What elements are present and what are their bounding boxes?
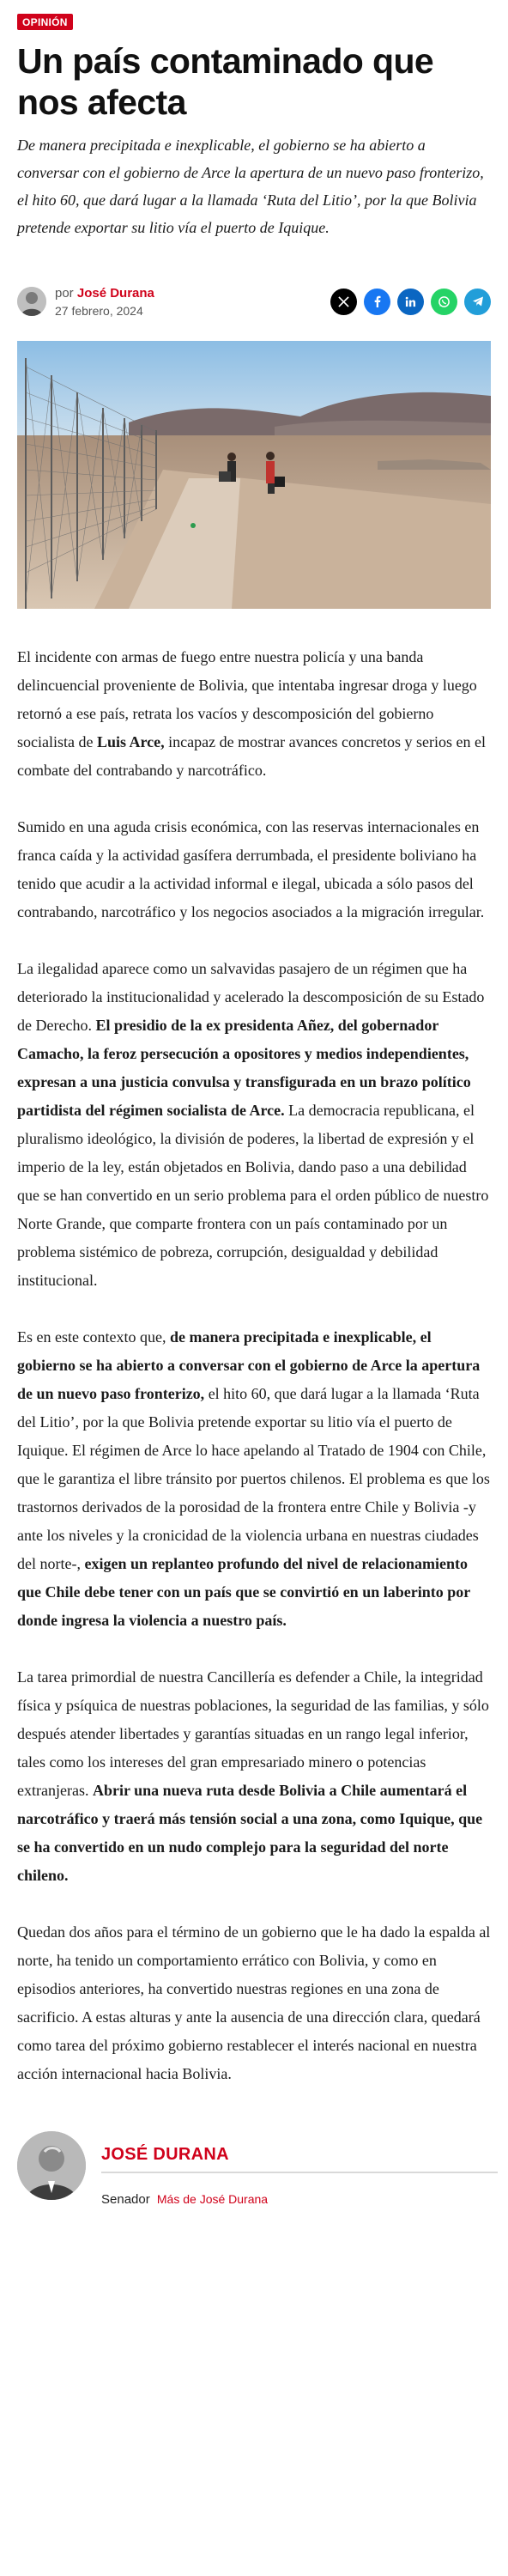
paragraph-run: La democracia republicana, el pluralismo ideológico, la división de poderes, la libertad de expresión y el imperio de la ley, están objetados en Bolivia, dando paso a una debilidad que se han convertido en un serio problema para el orden público de nuestro Norte Grande, que comparte frontera con un país contaminado por un problema sistémico de pobreza, corrupción, desigualdad y debilidad institucional. bbox=[17, 1102, 489, 1289]
whatsapp-share-button[interactable] bbox=[431, 289, 457, 315]
whatsapp-icon bbox=[438, 295, 451, 308]
linkedin-icon bbox=[405, 296, 416, 307]
author-role: Senador bbox=[101, 2192, 150, 2207]
share-buttons bbox=[330, 289, 491, 315]
article-paragraph bbox=[17, 955, 491, 1295]
linkedin-share-button[interactable] bbox=[397, 289, 424, 315]
byline-author-link[interactable]: José Durana bbox=[76, 285, 154, 301]
hero-image bbox=[17, 341, 491, 609]
article-paragraph bbox=[17, 1323, 491, 1635]
x-share-button[interactable] bbox=[330, 289, 357, 315]
paragraph-bold-run: de manera precipitada e inexplicable, el gobierno se ha abierto a conversar con el gobierno de Arce la apertura de un nuevo paso fronterizo, bbox=[17, 1328, 481, 1402]
paragraph-run: incapaz de mostrar avances concretos y serios en el combate del contrabando y narcotráfico. bbox=[17, 733, 486, 779]
telegram-icon bbox=[472, 295, 484, 307]
x-icon bbox=[338, 296, 349, 307]
section-tag[interactable]: OPINIÓN bbox=[17, 14, 73, 30]
article-paragraph bbox=[17, 1918, 491, 2088]
author-avatar-small[interactable] bbox=[17, 287, 46, 316]
telegram-share-button[interactable] bbox=[464, 289, 491, 315]
author-info bbox=[101, 2131, 498, 2207]
article-body bbox=[17, 643, 491, 2088]
paragraph-bold-run: exigen un replanteo profundo del nivel de relacionamiento que Chile debe tener con un país que se convirtió en un laberinto por donde ingresa la violencia a nuestro país. bbox=[17, 1555, 470, 1629]
author-box bbox=[17, 2131, 491, 2207]
paragraph-run: La tarea primordial de nuestra Cancillería es defender a Chile, la integridad física y psíquica de nuestras poblaciones, la seguridad de las familias, y sólo después atender libertades y garantías situadas en un rango legal inferior, tales como los intereses del gran empresariado minero o potencias extranjeras. bbox=[17, 1668, 489, 1799]
author-name[interactable]: JOSÉ DURANA bbox=[101, 2145, 229, 2164]
byline-text bbox=[55, 286, 154, 318]
article-paragraph bbox=[17, 1663, 491, 1890]
paragraph-run: el hito 60, que dará lugar a la llamada ‘Ruta del Litio’, por la que Bolivia pretende exportar su litio vía el puerto de Iquique. El régimen de Arce lo hace apelando al Tratado de 1904 con Chile, que le garantiza el libre tránsito por puertos chilenos. El problema es que los trastornos derivados de la porosidad de la frontera entre Chile y Bolivia -y ante los niveles y la cronicidad de la violencia urbana en nuestras ciudades del norte-, bbox=[17, 1385, 490, 1572]
paragraph-bold-run: Luis Arce, bbox=[96, 733, 165, 750]
publish-date: 27 febrero, 2024 bbox=[55, 303, 143, 318]
paragraph-run: Quedan dos años para el término de un gobierno que le ha dado la espalda al norte, ha tenido un comportamiento errático con Bolivia, y como en episodios anteriores, ha convertido nuestras regiones en una zona de sacrificio. A estas alturas y ante la ausencia de una dirección clara, quedará como tarea del próximo gobierno restablecer el interés nacional en nuestra acción internacional hacia Bolivia. bbox=[17, 1923, 491, 2082]
more-from-author-link[interactable]: Más de José Durana bbox=[156, 2192, 269, 2206]
author-avatar[interactable] bbox=[17, 2131, 86, 2200]
author-divider bbox=[101, 2172, 498, 2173]
paragraph-run: La ilegalidad aparece como un salvavidas pasajero de un régimen que ha deteriorado la institucionalidad y acelerado la descomposición de su Estado de Derecho. bbox=[17, 960, 485, 1034]
byline bbox=[17, 279, 491, 324]
paragraph-bold-run: El presidio de la ex presidenta Añez, del gobernador Camacho, la feroz persecución a opositores y medios independientes, expresan a una justicia convulsa y transfigurada en un brazo político partidista del régimen socialista de Arce. bbox=[17, 1017, 471, 1119]
article-paragraph bbox=[17, 643, 491, 785]
paragraph-run: Es en este contexto que, bbox=[17, 1328, 170, 1346]
headline: Un país contaminado que nos afecta bbox=[17, 41, 434, 122]
facebook-icon bbox=[372, 295, 384, 307]
paragraph-bold-run: Abrir una nueva ruta desde Bolivia a Chile aumentará el narcotráfico y traerá más tensión social a una zona, como Iquique, que se ha convertido en un nudo complejo para la seguridad del norte chileno. bbox=[17, 1782, 483, 1884]
author-role-line bbox=[101, 2192, 498, 2207]
paragraph-run: Sumido en una aguda crisis económica, con las reservas internacionales en franca caída y la actividad gasífera derrumbada, el presidente boliviano ha tenido que acudir a la actividad informal e ilegal, ubicada a sólo pasos del contrabando, narcotráfico y los negocios asociados a la migración irregular. bbox=[17, 818, 485, 920]
article-dek: De manera precipitada e inexplicable, el gobierno se ha abierto a conversar con el gobierno de Arce la apertura de un nuevo paso fronterizo, el hito 60, que dará lugar a la llamada ‘Ruta del Litio’, por la que Bolivia pretende exportar su litio vía el puerto de Iquique. bbox=[17, 137, 484, 236]
facebook-share-button[interactable] bbox=[364, 289, 390, 315]
article-paragraph bbox=[17, 813, 491, 927]
paragraph-run: El incidente con armas de fuego entre nuestra policía y una banda delincuencial proveniente de Bolivia, que intentaba ingresar droga y luego retornó a ese país, retrata los vacíos y descomposición del gobierno socialista de bbox=[17, 648, 477, 750]
byline-author-line bbox=[55, 286, 154, 301]
byline-prefix: por bbox=[55, 285, 74, 301]
